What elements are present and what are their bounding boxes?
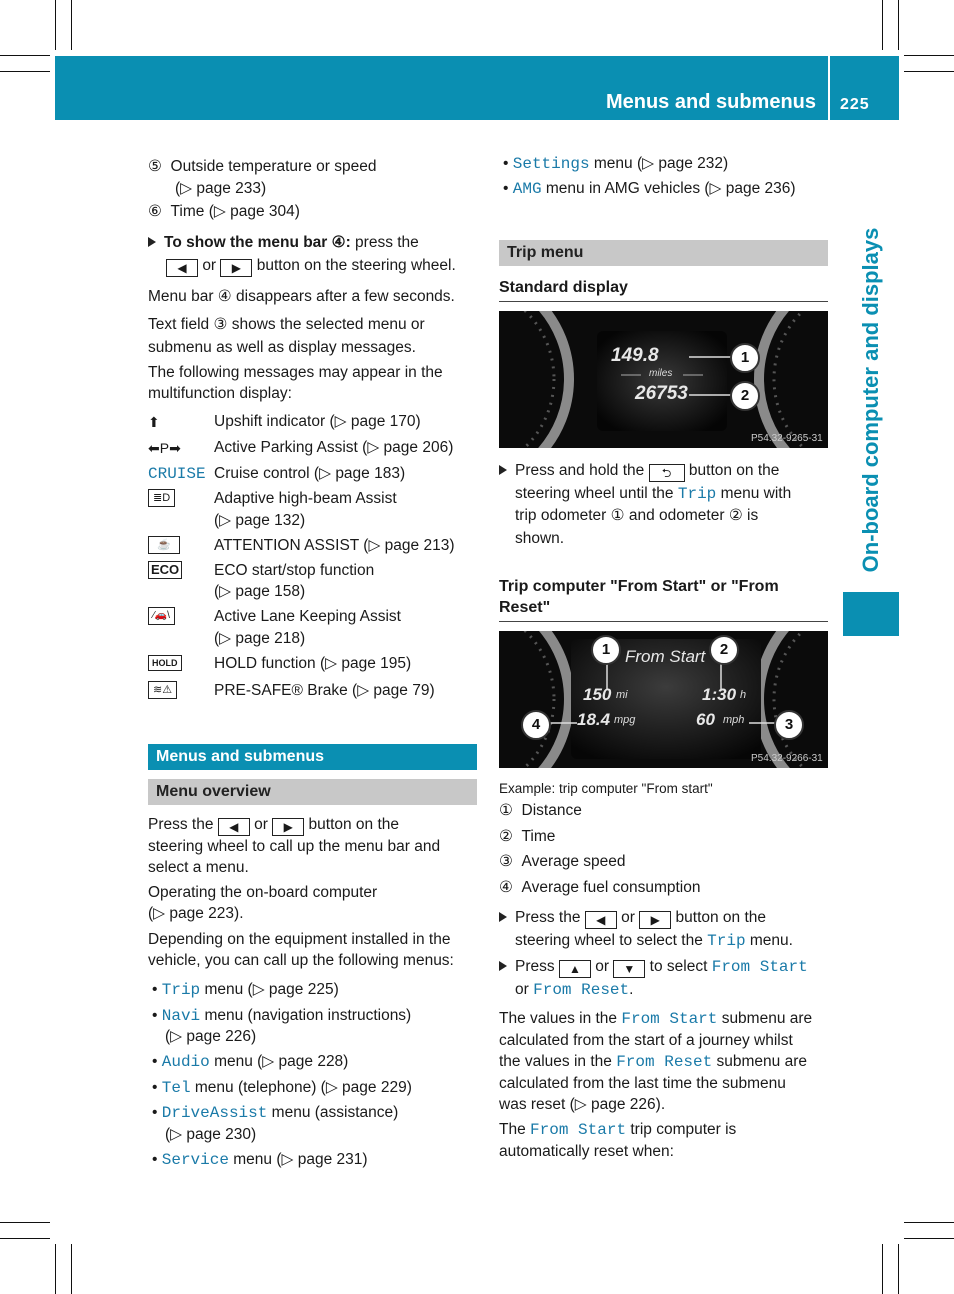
- cruise-icon: CRUISE: [148, 465, 206, 483]
- crop-mark: [904, 1222, 954, 1223]
- back-key-icon: ⮌: [649, 464, 685, 482]
- press-hold-line-4: shown.: [515, 530, 565, 547]
- arrow-bullet-icon: [499, 961, 507, 971]
- menu-item-driveassist-ref: (▷ page 230): [165, 1126, 257, 1143]
- message-upshift: Upshift indicator (▷ page 170): [214, 413, 421, 430]
- pre-safe-icon: ≋⚠: [148, 681, 177, 699]
- callout-2: 2: [730, 381, 760, 411]
- press-hold-line-3: trip odometer ① and odometer ② is: [515, 507, 759, 524]
- callout-2: 2: [709, 635, 739, 665]
- menu-item-audio: • Audio menu (▷ page 228): [152, 1053, 349, 1071]
- menu-item-tel: • Tel menu (telephone) (▷ page 229): [152, 1079, 412, 1097]
- distance-unit: mi: [616, 689, 628, 701]
- crop-mark: [71, 1244, 72, 1294]
- crop-mark: [55, 1244, 56, 1294]
- crop-mark: [904, 71, 954, 72]
- speed-unit: mph: [723, 714, 745, 726]
- up-arrow-key-icon: ▲: [559, 960, 591, 978]
- press-select-line-2: steering wheel to select the Trip menu.: [515, 932, 793, 950]
- message-high-beam-ref: (▷ page 132): [214, 512, 306, 529]
- arrow-bullet-icon: [148, 237, 156, 247]
- callout-3: 3: [774, 710, 804, 740]
- figure-code: P54.32-9266-31: [751, 753, 823, 764]
- operating-line-1: Operating the on-board computer: [148, 884, 378, 901]
- following-messages-1: The following messages may appear in the: [148, 364, 443, 381]
- values-line-4: calculated from the last time the submenu: [499, 1075, 786, 1092]
- message-pre-safe: PRE-SAFE® Brake (▷ page 79): [214, 682, 435, 699]
- figure-code: P54.32-9265-31: [751, 433, 823, 444]
- crop-mark: [71, 0, 72, 50]
- message-eco: ECO start/stop function: [214, 562, 375, 579]
- legend-fuel: ④ Average fuel consumption: [499, 879, 701, 896]
- press-select-line-1: Press the ◀ or ▶ button on the: [499, 907, 766, 929]
- time-unit: h: [740, 689, 747, 701]
- instrument-cluster-graphic: [499, 311, 828, 448]
- trip-computer-figure: [499, 631, 828, 768]
- menu-item-amg: • AMG menu in AMG vehicles (▷ page 236): [503, 180, 796, 198]
- legend-item-6: ⑥ Time (▷ page 304): [148, 203, 300, 220]
- message-lane-keeping-ref: (▷ page 218): [214, 630, 306, 647]
- instruction-show-menu-bar: To show the menu bar ④: press the: [148, 232, 419, 254]
- crop-mark: [0, 1238, 50, 1239]
- menu-item-navi: • Navi menu (navigation instructions): [152, 1007, 412, 1025]
- values-line-5: was reset (▷ page 226).: [499, 1096, 666, 1113]
- menu-bar-note: Menu bar ④ disappears after a few seconds.: [148, 288, 455, 305]
- heading-rule: [499, 621, 828, 622]
- press-hold-line-2: steering wheel until the Trip menu with: [515, 485, 792, 503]
- left-arrow-key-icon: ◀: [166, 259, 198, 277]
- menu-item-trip: • Trip menu (▷ page 225): [152, 981, 339, 999]
- crop-mark: [904, 1238, 954, 1239]
- menu-item-navi-ref: (▷ page 226): [165, 1028, 257, 1045]
- figure-caption: Example: trip computer "From start": [499, 781, 713, 796]
- depending-line-1: Depending on the equipment installed in the: [148, 931, 451, 948]
- from-start-heading: From Start: [625, 647, 706, 666]
- time-value: 1:30: [702, 685, 737, 704]
- miles-unit: miles: [649, 368, 673, 379]
- header-separator: [828, 56, 830, 120]
- eco-icon: ECO: [148, 561, 182, 579]
- left-arrow-key-icon: ◀: [585, 911, 617, 929]
- distance-value: 150: [583, 685, 612, 704]
- crop-mark: [55, 0, 56, 50]
- operating-line-2: (▷ page 223).: [148, 905, 244, 922]
- crop-mark: [882, 0, 883, 50]
- message-high-beam: Adaptive high-beam Assist: [214, 490, 397, 507]
- legend-item-5-ref: (▷ page 233): [175, 180, 267, 197]
- down-arrow-key-icon: ▼: [613, 960, 645, 978]
- fuel-unit: mpg: [614, 714, 636, 726]
- coffee-cup-icon: ☕: [148, 536, 180, 554]
- text-field-note-2: submenu as well as display messages.: [148, 339, 416, 356]
- trip-computer-heading-2: Reset": [499, 599, 551, 616]
- arrow-bullet-icon: [499, 465, 507, 475]
- legend-item-5: ⑤ Outside temperature or speed: [148, 158, 377, 175]
- upshift-icon: ⬆: [148, 414, 160, 430]
- right-arrow-key-icon: ▶: [220, 259, 252, 277]
- following-messages-2: multifunction display:: [148, 385, 292, 402]
- reset-line-1: The From Start trip computer is: [499, 1121, 737, 1139]
- legend-time: ② Time: [499, 828, 556, 845]
- crop-mark: [882, 1244, 883, 1294]
- callout-1: 1: [730, 343, 760, 373]
- press-updown-line-2: or From Reset.: [515, 981, 634, 999]
- message-hold: HOLD function (▷ page 195): [214, 655, 412, 672]
- menu-item-service: • Service menu (▷ page 231): [152, 1151, 368, 1169]
- press-hold-line-1: Press and hold the ⮌ button on the: [499, 460, 779, 482]
- right-arrow-key-icon: ▶: [639, 911, 671, 929]
- section-menus-submenus: Menus and submenus: [148, 744, 477, 770]
- menu-item-settings: • Settings menu (▷ page 232): [503, 155, 729, 173]
- header-title: Menus and submenus: [605, 91, 816, 113]
- message-parking: Active Parking Assist (▷ page 206): [214, 439, 454, 456]
- crop-mark: [898, 1244, 899, 1294]
- side-tab-marker: [843, 592, 899, 636]
- page-number: 225: [840, 96, 870, 113]
- values-line-2: calculated from the start of a journey whilst: [499, 1032, 793, 1049]
- crop-mark: [0, 1222, 50, 1223]
- heading-rule: [499, 301, 828, 302]
- standard-display-heading: Standard display: [499, 279, 628, 296]
- crop-mark: [898, 0, 899, 50]
- side-tab-title: On-board computer and displays: [858, 227, 883, 573]
- fuel-value: 18.4: [577, 710, 611, 729]
- message-attention: ATTENTION ASSIST (▷ page 213): [214, 537, 455, 554]
- legend-average-speed: ③ Average speed: [499, 853, 626, 870]
- crop-mark: [0, 55, 50, 56]
- high-beam-icon: ≣D: [148, 489, 175, 507]
- trip-odometer-value: 149.8: [611, 345, 659, 366]
- message-cruise: Cruise control (▷ page 183): [214, 465, 406, 482]
- speed-value: 60: [696, 710, 715, 729]
- crop-mark: [0, 71, 50, 72]
- arrow-bullet-icon: [499, 912, 507, 922]
- crop-mark: [904, 55, 954, 56]
- subsection-menu-overview: Menu overview: [148, 779, 477, 805]
- subsection-trip-menu: Trip menu: [499, 240, 828, 266]
- menu-item-driveassist: • DriveAssist menu (assistance): [152, 1104, 399, 1122]
- legend-distance: ① Distance: [499, 802, 582, 819]
- parking-assist-icon: ⬅P➡: [148, 440, 181, 456]
- reset-line-2: automatically reset when:: [499, 1143, 674, 1160]
- right-arrow-key-icon: ▶: [272, 818, 304, 836]
- press-buttons-line: Press the ◀ or ▶ button on the: [148, 816, 400, 834]
- trip-computer-heading-1: Trip computer "From Start" or "From: [499, 578, 779, 595]
- text-field-note: Text field ③ shows the selected menu or: [148, 316, 425, 333]
- standard-display-figure: [499, 311, 828, 448]
- lane-keeping-icon: ⁄🚗\: [148, 607, 175, 625]
- odometer-value: 26753: [635, 383, 688, 404]
- press-buttons-line-3: select a menu.: [148, 859, 249, 876]
- values-line-3: the values in the From Reset submenu are: [499, 1053, 808, 1071]
- hold-icon: HOLD: [148, 655, 182, 671]
- instruction-buttons-line: ◀ or ▶ button on the steering wheel.: [166, 255, 456, 277]
- message-lane-keeping: Active Lane Keeping Assist: [214, 608, 401, 625]
- press-updown-line-1: Press ▲ or ▼ to select From Start: [499, 956, 808, 978]
- callout-1: 1: [591, 635, 621, 665]
- press-buttons-line-2: steering wheel to call up the menu bar and: [148, 838, 441, 855]
- values-line-1: The values in the From Start submenu are: [499, 1010, 813, 1028]
- left-arrow-key-icon: ◀: [218, 818, 250, 836]
- message-eco-ref: (▷ page 158): [214, 583, 306, 600]
- callout-4: 4: [521, 710, 551, 740]
- depending-line-2: vehicle, you can call up the following menus:: [148, 952, 454, 969]
